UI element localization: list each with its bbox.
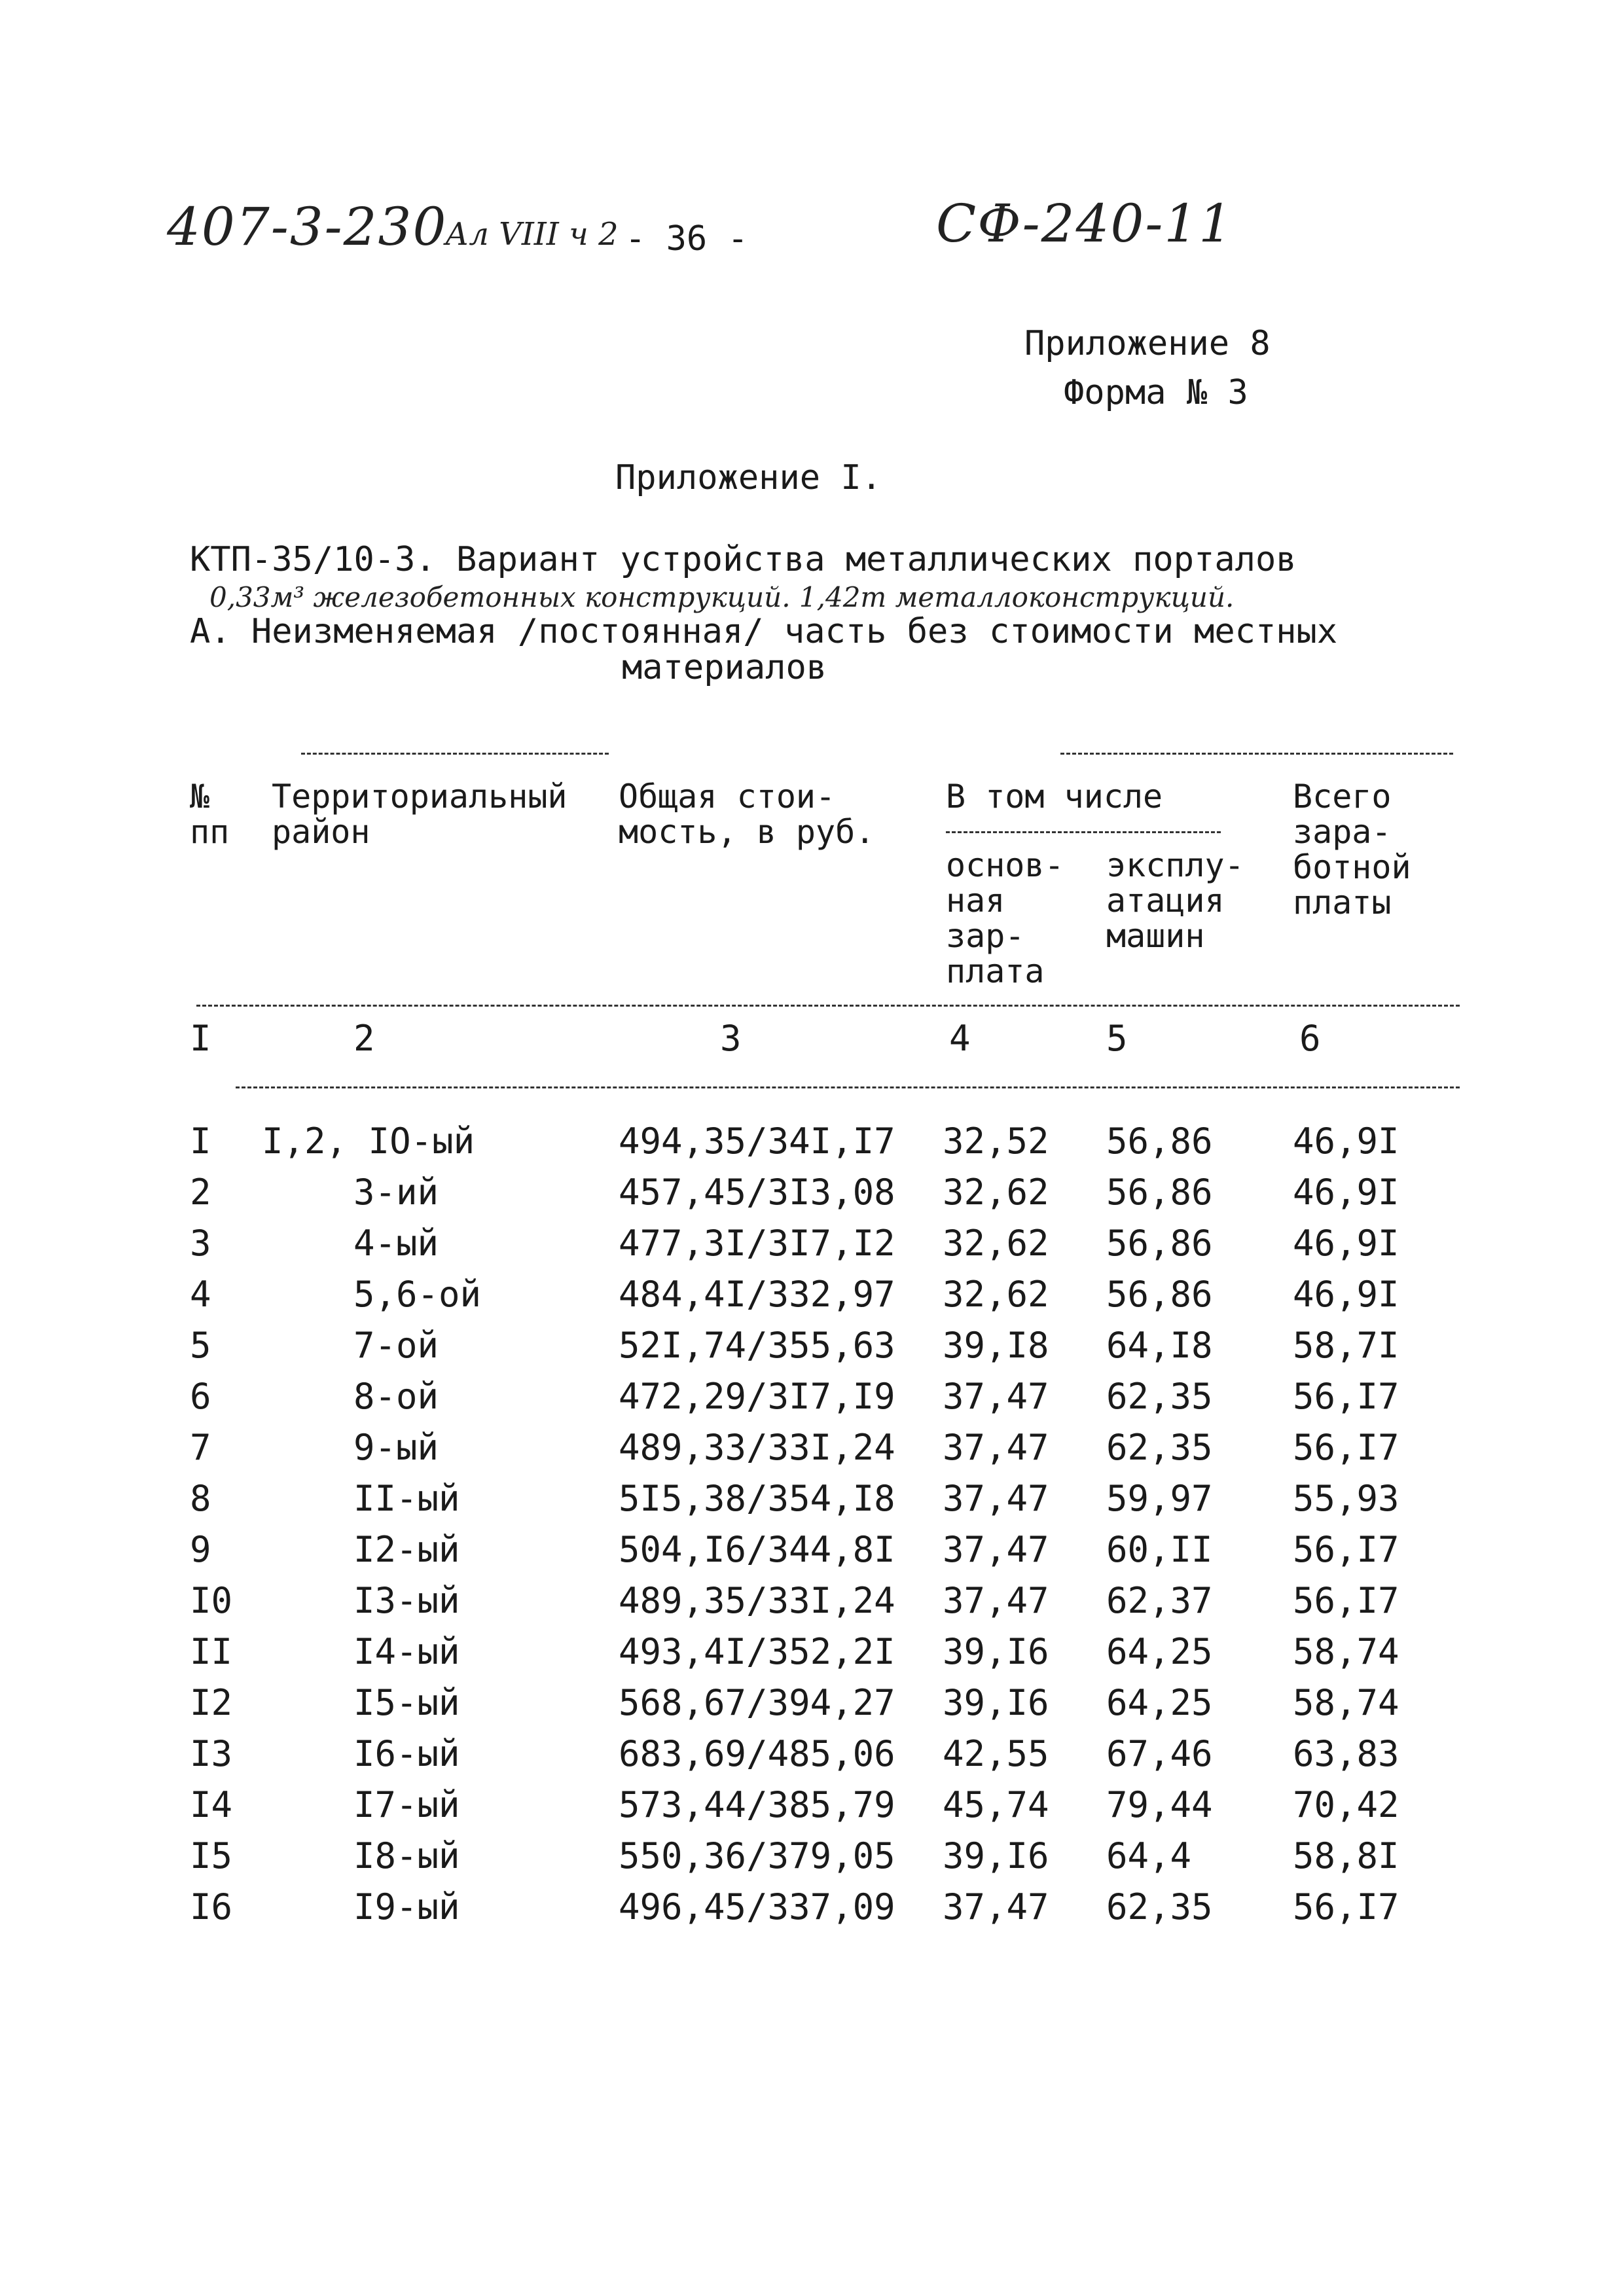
- col-number-1: I: [190, 1018, 211, 1059]
- district-cell: II-ый: [353, 1478, 460, 1519]
- district-cell: I4-ый: [353, 1631, 460, 1672]
- header-top-rule-1: [301, 753, 609, 755]
- group-underline: [946, 831, 1221, 833]
- page-number: - 36 -: [625, 219, 748, 259]
- total-cost-cell: 489,33/33I,24: [619, 1427, 895, 1468]
- numbers-bottom-rule: [236, 1086, 1460, 1088]
- total-salary-cell: 63,83: [1293, 1733, 1399, 1774]
- district-cell: I9-ый: [353, 1886, 460, 1928]
- base-salary-cell: 37,47: [943, 1886, 1049, 1928]
- row-number-cell: 7: [190, 1427, 211, 1468]
- total-salary-cell: 46,9I: [1293, 1121, 1399, 1162]
- row-number-cell: II: [190, 1631, 233, 1672]
- district-cell: 4-ый: [353, 1223, 439, 1264]
- base-salary-cell: 37,47: [943, 1529, 1049, 1570]
- col-number-6: 6: [1299, 1018, 1321, 1059]
- total-cost-cell: 494,35/34I,I7: [619, 1121, 895, 1162]
- total-salary-cell: 58,74: [1293, 1682, 1399, 1723]
- row-number-cell: I3: [190, 1733, 233, 1774]
- total-salary-cell: 58,8I: [1293, 1835, 1399, 1876]
- col-number-4: 4: [949, 1018, 971, 1059]
- row-number-cell: 2: [190, 1172, 211, 1213]
- base-salary-cell: 32,62: [943, 1274, 1049, 1315]
- total-cost-cell: 683,69/485,06: [619, 1733, 895, 1774]
- total-cost-cell: 550,36/379,05: [619, 1835, 895, 1876]
- total-salary-cell: 56,I7: [1293, 1427, 1399, 1468]
- total-cost-cell: 489,35/33I,24: [619, 1580, 895, 1621]
- total-cost-cell: 504,I6/344,8I: [619, 1529, 895, 1570]
- album-number: Ал VIII ч 2: [445, 216, 619, 253]
- district-cell: I5-ый: [353, 1682, 460, 1723]
- base-salary-cell: 39,I6: [943, 1631, 1049, 1672]
- col-header-number: № пп: [190, 778, 230, 851]
- col-number-2: 2: [353, 1018, 375, 1059]
- description-line-4: материалов: [622, 648, 827, 687]
- base-salary-cell: 42,55: [943, 1733, 1049, 1774]
- total-salary-cell: 55,93: [1293, 1478, 1399, 1519]
- row-number-cell: 5: [190, 1325, 211, 1366]
- col-number-3: 3: [720, 1018, 742, 1059]
- machine-operation-cell: 60,II: [1106, 1529, 1213, 1570]
- base-salary-cell: 37,47: [943, 1580, 1049, 1621]
- col-header-district: Территориальный район: [272, 778, 568, 851]
- base-salary-cell: 32,52: [943, 1121, 1049, 1162]
- district-cell: 9-ый: [353, 1427, 439, 1468]
- base-salary-cell: 37,47: [943, 1376, 1049, 1417]
- total-salary-cell: 58,7I: [1293, 1325, 1399, 1366]
- base-salary-cell: 39,I6: [943, 1682, 1049, 1723]
- row-number-cell: I4: [190, 1784, 233, 1825]
- district-cell: I3-ый: [353, 1580, 460, 1621]
- total-salary-cell: 70,42: [1293, 1784, 1399, 1825]
- row-number-cell: I: [190, 1121, 211, 1162]
- header-bottom-rule: [196, 1005, 1460, 1007]
- col-header-total-salary: Всего зара- ботной платы: [1293, 778, 1411, 922]
- machine-operation-cell: 56,86: [1106, 1223, 1213, 1264]
- total-cost-cell: 496,45/337,09: [619, 1886, 895, 1928]
- machine-operation-cell: 67,46: [1106, 1733, 1213, 1774]
- machine-operation-cell: 64,25: [1106, 1631, 1213, 1672]
- row-number-cell: I5: [190, 1835, 233, 1876]
- description-handwritten: 0,33м³ железобетонных конструкций. 1,42т металлоконструкций.: [209, 581, 1235, 613]
- row-number-cell: 3: [190, 1223, 211, 1264]
- col-number-5: 5: [1106, 1018, 1128, 1059]
- col-header-group: В том числе: [946, 778, 1163, 816]
- machine-operation-cell: 79,44: [1106, 1784, 1213, 1825]
- row-number-cell: 8: [190, 1478, 211, 1519]
- description-line-1: КТП-35/10-3. Вариант устройства металлических порталов: [190, 540, 1297, 579]
- machine-operation-cell: 56,86: [1106, 1172, 1213, 1213]
- district-cell: I7-ый: [353, 1784, 460, 1825]
- base-salary-cell: 37,47: [943, 1478, 1049, 1519]
- machine-operation-cell: 64,4: [1106, 1835, 1192, 1876]
- base-salary-cell: 45,74: [943, 1784, 1049, 1825]
- machine-operation-cell: 64,I8: [1106, 1325, 1213, 1366]
- total-cost-cell: 472,29/3I7,I9: [619, 1376, 895, 1417]
- machine-operation-cell: 62,35: [1106, 1376, 1213, 1417]
- machine-operation-cell: 59,97: [1106, 1478, 1213, 1519]
- base-salary-cell: 32,62: [943, 1223, 1049, 1264]
- district-cell: I2-ый: [353, 1529, 460, 1570]
- total-cost-cell: 5I5,38/354,I8: [619, 1478, 895, 1519]
- row-number-cell: I6: [190, 1886, 233, 1928]
- form-number: Форма № 3: [1064, 373, 1248, 412]
- col-header-total-cost: Общая стои- мость, в руб.: [619, 778, 875, 851]
- total-cost-cell: 573,44/385,79: [619, 1784, 895, 1825]
- document-code: 407-3-230: [167, 196, 448, 257]
- total-cost-cell: 457,45/3I3,08: [619, 1172, 895, 1213]
- district-cell: 8-ой: [353, 1376, 439, 1417]
- total-cost-cell: 477,3I/3I7,I2: [619, 1223, 895, 1264]
- district-cell: I,2, IO-ый: [262, 1121, 475, 1162]
- row-number-cell: I0: [190, 1580, 233, 1621]
- machine-operation-cell: 62,35: [1106, 1886, 1213, 1928]
- total-salary-cell: 56,I7: [1293, 1376, 1399, 1417]
- total-salary-cell: 46,9I: [1293, 1223, 1399, 1264]
- district-cell: I6-ый: [353, 1733, 460, 1774]
- header-top-rule-2: [1060, 753, 1453, 755]
- row-number-cell: 4: [190, 1274, 211, 1315]
- total-cost-cell: 484,4I/332,97: [619, 1274, 895, 1315]
- row-number-cell: I2: [190, 1682, 233, 1723]
- col-header-base-salary: основ- ная зар- плата: [946, 846, 1064, 990]
- total-salary-cell: 56,I7: [1293, 1886, 1399, 1928]
- row-number-cell: 6: [190, 1376, 211, 1417]
- district-cell: 7-ой: [353, 1325, 439, 1366]
- base-salary-cell: 32,62: [943, 1172, 1049, 1213]
- total-cost-cell: 568,67/394,27: [619, 1682, 895, 1723]
- machine-operation-cell: 62,37: [1106, 1580, 1213, 1621]
- total-salary-cell: 58,74: [1293, 1631, 1399, 1672]
- total-salary-cell: 46,9I: [1293, 1274, 1399, 1315]
- page-title: Приложение I.: [615, 458, 882, 497]
- district-cell: 5,6-ой: [353, 1274, 482, 1315]
- total-salary-cell: 46,9I: [1293, 1172, 1399, 1213]
- machine-operation-cell: 56,86: [1106, 1274, 1213, 1315]
- base-salary-cell: 39,I6: [943, 1835, 1049, 1876]
- col-header-machine-operation: эксплу- атация машин: [1106, 846, 1244, 955]
- base-salary-cell: 37,47: [943, 1427, 1049, 1468]
- district-cell: 3-ий: [353, 1172, 439, 1213]
- machine-operation-cell: 56,86: [1106, 1121, 1213, 1162]
- machine-operation-cell: 62,35: [1106, 1427, 1213, 1468]
- total-cost-cell: 52I,74/355,63: [619, 1325, 895, 1366]
- appendix-number: Приложение 8: [1024, 324, 1271, 363]
- total-salary-cell: 56,I7: [1293, 1529, 1399, 1570]
- total-cost-cell: 493,4I/352,2I: [619, 1631, 895, 1672]
- base-salary-cell: 39,I8: [943, 1325, 1049, 1366]
- row-number-cell: 9: [190, 1529, 211, 1570]
- total-salary-cell: 56,I7: [1293, 1580, 1399, 1621]
- machine-operation-cell: 64,25: [1106, 1682, 1213, 1723]
- description-line-3: А. Неизменяемая /постоянная/ часть без стоимости местных: [190, 612, 1338, 651]
- district-cell: I8-ый: [353, 1835, 460, 1876]
- series-code: СФ-240-11: [936, 193, 1234, 254]
